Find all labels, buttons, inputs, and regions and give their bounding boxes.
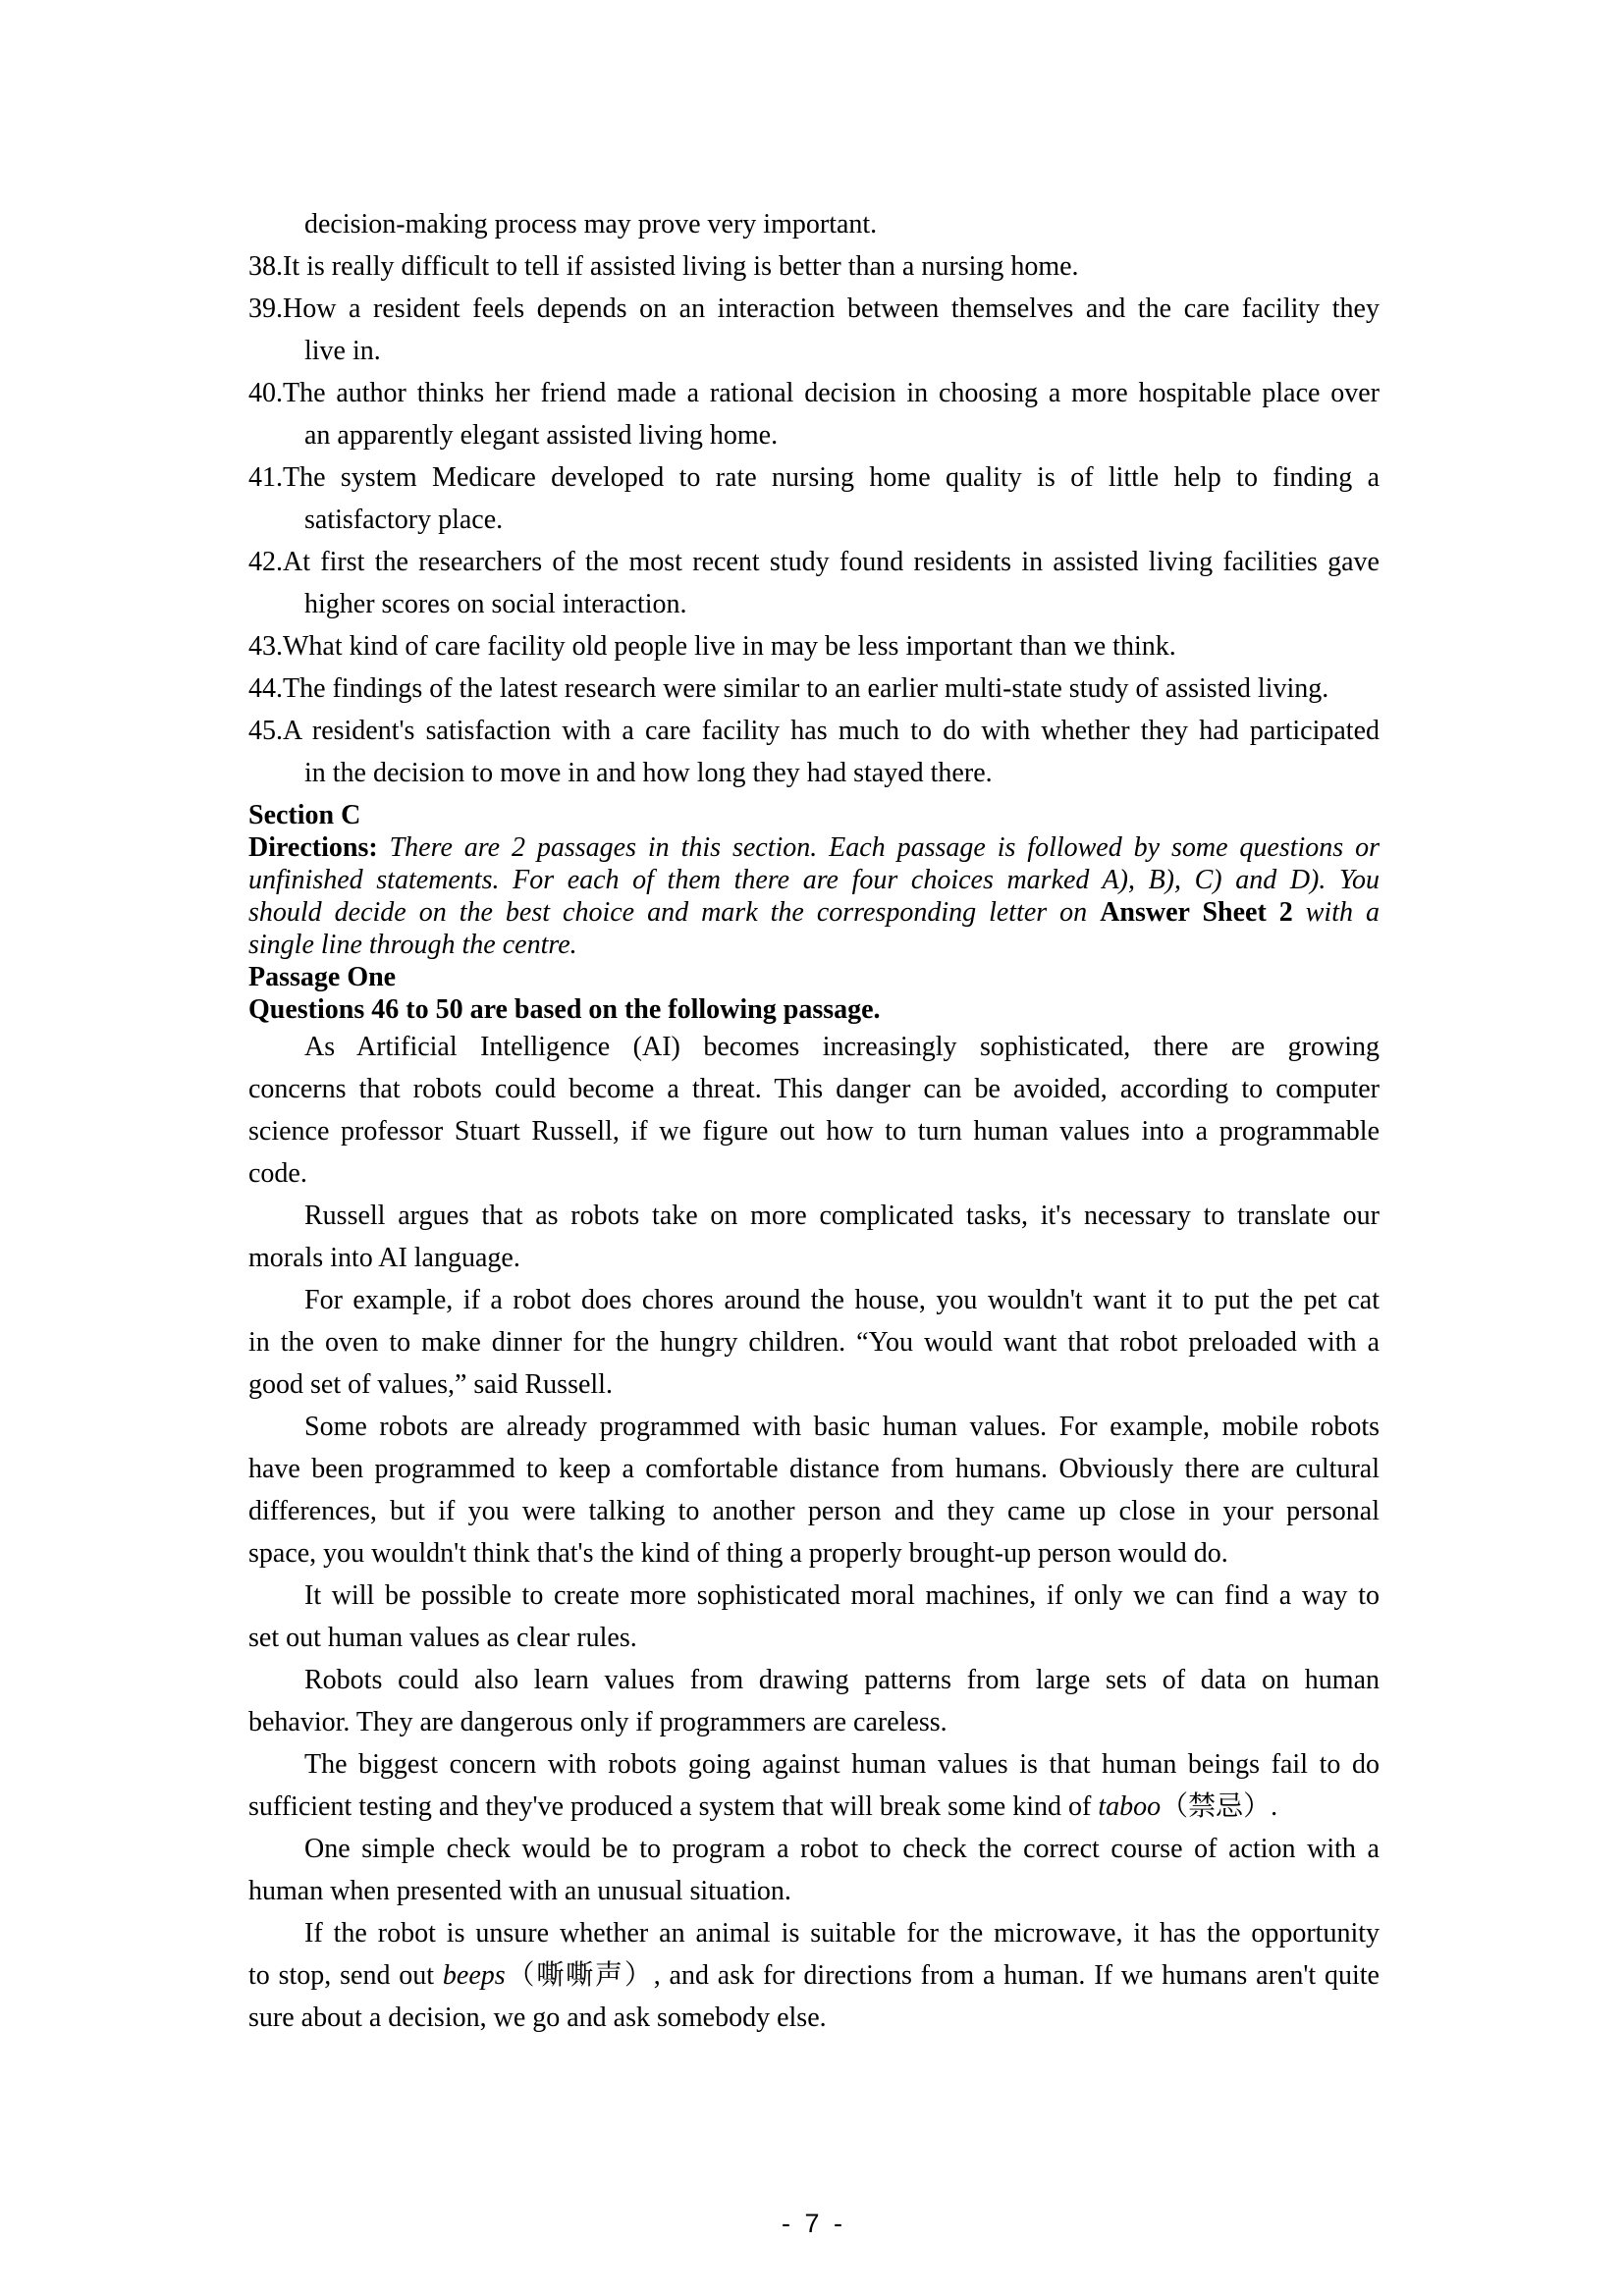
directions-line-1 <box>248 831 1380 864</box>
text-run: 40. <box>248 378 283 408</box>
text-run: 44. <box>248 673 283 704</box>
passage-p7-line-2 <box>248 1786 1380 1828</box>
text-run: 42. <box>248 547 283 577</box>
text-run: code. <box>248 1158 307 1189</box>
text-run: （嘶嘶声）, and ask for directions from a human. If we humans aren't quite <box>505 1960 1380 1991</box>
text-run: human when presented with an unusual situation. <box>248 1876 791 1906</box>
page-content <box>248 203 1380 2039</box>
passage-p3-line-1 <box>248 1279 1380 1321</box>
text-run: How a resident feels depends on an interaction between themselves and the care facility they <box>283 294 1380 324</box>
text-run: live in. <box>304 336 381 366</box>
text-run: What kind of care facility old people live in may be less important than we think. <box>283 631 1176 662</box>
statement-continuation-line <box>248 203 1380 245</box>
statement-40-line-1 <box>248 372 1380 414</box>
passage-p1-line-3 <box>248 1110 1380 1152</box>
text-run: It is really difficult to tell if assisted living is better than a nursing home. <box>283 251 1079 282</box>
statement-38-line-1 <box>248 245 1380 288</box>
text-run: beeps <box>442 1960 506 1991</box>
text-run: should decide on the best choice and mark the corresponding letter on <box>248 897 1101 928</box>
statement-43-line-1 <box>248 625 1380 667</box>
statement-42-line-2 <box>248 583 1380 625</box>
passage-p6-line-1 <box>248 1659 1380 1701</box>
statement-41-line-2 <box>248 499 1380 541</box>
text-run: The biggest concern with robots going against human values is that human beings fail to do <box>304 1749 1380 1780</box>
text-run: good set of values,” said Russell. <box>248 1369 613 1400</box>
text-run: 43. <box>248 631 283 662</box>
statement-39-line-1 <box>248 288 1380 330</box>
passage-p1-line-2 <box>248 1068 1380 1110</box>
text-run: Passage One <box>248 962 397 992</box>
passage-p9-line-3 <box>248 1997 1380 2039</box>
page-number: - 7 - <box>781 2209 842 2238</box>
passage-p5-line-1 <box>248 1575 1380 1617</box>
text-run: sufficient testing and they've produced a system that will break some kind of <box>248 1791 1099 1822</box>
text-run: morals into AI language. <box>248 1243 520 1273</box>
section-c-heading <box>248 799 1380 831</box>
passage-p9-line-1 <box>248 1912 1380 1954</box>
directions-line-4 <box>248 929 1380 961</box>
passage-p4-line-1 <box>248 1406 1380 1448</box>
text-run: with a <box>1292 897 1380 928</box>
text-run: The system Medicare developed to rate nursing home quality is of little help to finding a <box>283 462 1380 493</box>
text-run: Some robots are already programmed with basic human values. For example, mobile robots <box>304 1412 1380 1442</box>
passage-p7-line-1 <box>248 1743 1380 1786</box>
question-statements-block <box>248 203 1380 794</box>
text-run: in the oven to make dinner for the hungry children. “You would want that robot preloaded with a <box>248 1327 1380 1358</box>
text-run: single line through the centre. <box>248 930 577 960</box>
passage-p9-line-2 <box>248 1954 1380 1997</box>
statement-45-line-1 <box>248 710 1380 752</box>
passage-p4-line-3 <box>248 1490 1380 1532</box>
text-run: an apparently elegant assisted living home. <box>304 420 779 451</box>
passage-p4-line-4 <box>248 1532 1380 1575</box>
passage-p5-line-2 <box>248 1617 1380 1659</box>
text-run: taboo <box>1098 1791 1162 1822</box>
text-run: differences, but if you were talking to another person and they came up close in your personal <box>248 1496 1380 1526</box>
text-run: in the decision to move in and how long they had stayed there. <box>304 758 993 788</box>
text-run: set out human values as clear rules. <box>248 1623 637 1653</box>
text-run: Robots could also learn values from drawing patterns from large sets of data on human <box>304 1665 1380 1695</box>
text-run: sure about a decision, we go and ask somebody else. <box>248 2002 827 2033</box>
text-run: space, you wouldn't think that's the kind of thing a properly brought-up person would do. <box>248 1538 1228 1569</box>
statement-41-line-1 <box>248 456 1380 499</box>
passage-questions-heading <box>248 993 1380 1026</box>
text-run: 39. <box>248 294 283 324</box>
text-run: unfinished statements. For each of them there are four choices marked A), B), C) and D). You <box>248 865 1380 895</box>
text-run: 41. <box>248 462 283 493</box>
statement-42-line-1 <box>248 541 1380 583</box>
statement-44-line-1 <box>248 667 1380 710</box>
text-run: The author thinks her friend made a rational decision in choosing a more hospitable place over <box>283 378 1380 408</box>
text-run: One simple check would be to program a robot to check the correct course of action with a <box>304 1834 1380 1864</box>
passage-p3-line-3 <box>248 1363 1380 1406</box>
text-run: The findings of the latest research were similar to an earlier multi-state study of assisted living. <box>283 673 1329 704</box>
text-run: （禁忌）. <box>1161 1791 1278 1822</box>
text-run: science professor Stuart Russell, if we figure out how to turn human values into a programmable <box>248 1116 1380 1147</box>
passage-p2-line-1 <box>248 1195 1380 1237</box>
text-run: have been programmed to keep a comfortable distance from humans. Obviously there are cultural <box>248 1454 1380 1484</box>
text-run: A resident's satisfaction with a care facility has much to do with whether they had participated <box>283 716 1380 746</box>
passage-p1-line-4 <box>248 1152 1380 1195</box>
text-run: behavior. They are dangerous only if programmers are careless. <box>248 1707 947 1737</box>
passage-one-heading <box>248 961 1380 993</box>
text-run: satisfactory place. <box>304 505 504 535</box>
section-c-block <box>248 799 1380 1026</box>
statement-45-line-2 <box>248 752 1380 794</box>
passage-p3-line-2 <box>248 1321 1380 1363</box>
text-run: Questions 46 to 50 are based on the following passage. <box>248 994 881 1025</box>
passage-p2-line-2 <box>248 1237 1380 1279</box>
text-run: to stop, send out <box>248 1960 443 1991</box>
text-run: At first the researchers of the most recent study found residents in assisted living facilities gave <box>283 547 1380 577</box>
passage-p6-line-2 <box>248 1701 1380 1743</box>
text-run: Answer Sheet 2 <box>1100 897 1293 928</box>
passage-p1-line-1 <box>248 1026 1380 1068</box>
text-run: Section C <box>248 800 361 830</box>
text-run: It will be possible to create more sophisticated moral machines, if only we can find a way to <box>304 1580 1380 1611</box>
text-run: If the robot is unsure whether an animal is suitable for the microwave, it has the opportunity <box>304 1918 1380 1949</box>
text-run: For example, if a robot does chores around the house, you wouldn't want it to put the pet cat <box>304 1285 1380 1315</box>
text-run: There are 2 passages in this section. Each passage is followed by some questions or <box>377 832 1380 863</box>
directions-line-2 <box>248 864 1380 896</box>
text-run: concerns that robots could become a threat. This danger can be avoided, according to computer <box>248 1074 1380 1104</box>
text-run: Directions: <box>248 832 378 863</box>
passage-one-block <box>248 1026 1380 2039</box>
text-run: higher scores on social interaction. <box>304 589 687 619</box>
passage-p8-line-1 <box>248 1828 1380 1870</box>
text-run: decision-making process may prove very important. <box>304 209 878 240</box>
passage-p8-line-2 <box>248 1870 1380 1912</box>
text-run: 38. <box>248 251 283 282</box>
passage-p4-line-2 <box>248 1448 1380 1490</box>
text-run: Russell argues that as robots take on more complicated tasks, it's necessary to translate our <box>304 1201 1380 1231</box>
text-run: As Artificial Intelligence (AI) becomes increasingly sophisticated, there are growing <box>304 1032 1380 1062</box>
statement-40-line-2 <box>248 414 1380 456</box>
directions-line-3 <box>248 896 1380 929</box>
text-run: 45. <box>248 716 283 746</box>
statement-39-line-2 <box>248 330 1380 372</box>
